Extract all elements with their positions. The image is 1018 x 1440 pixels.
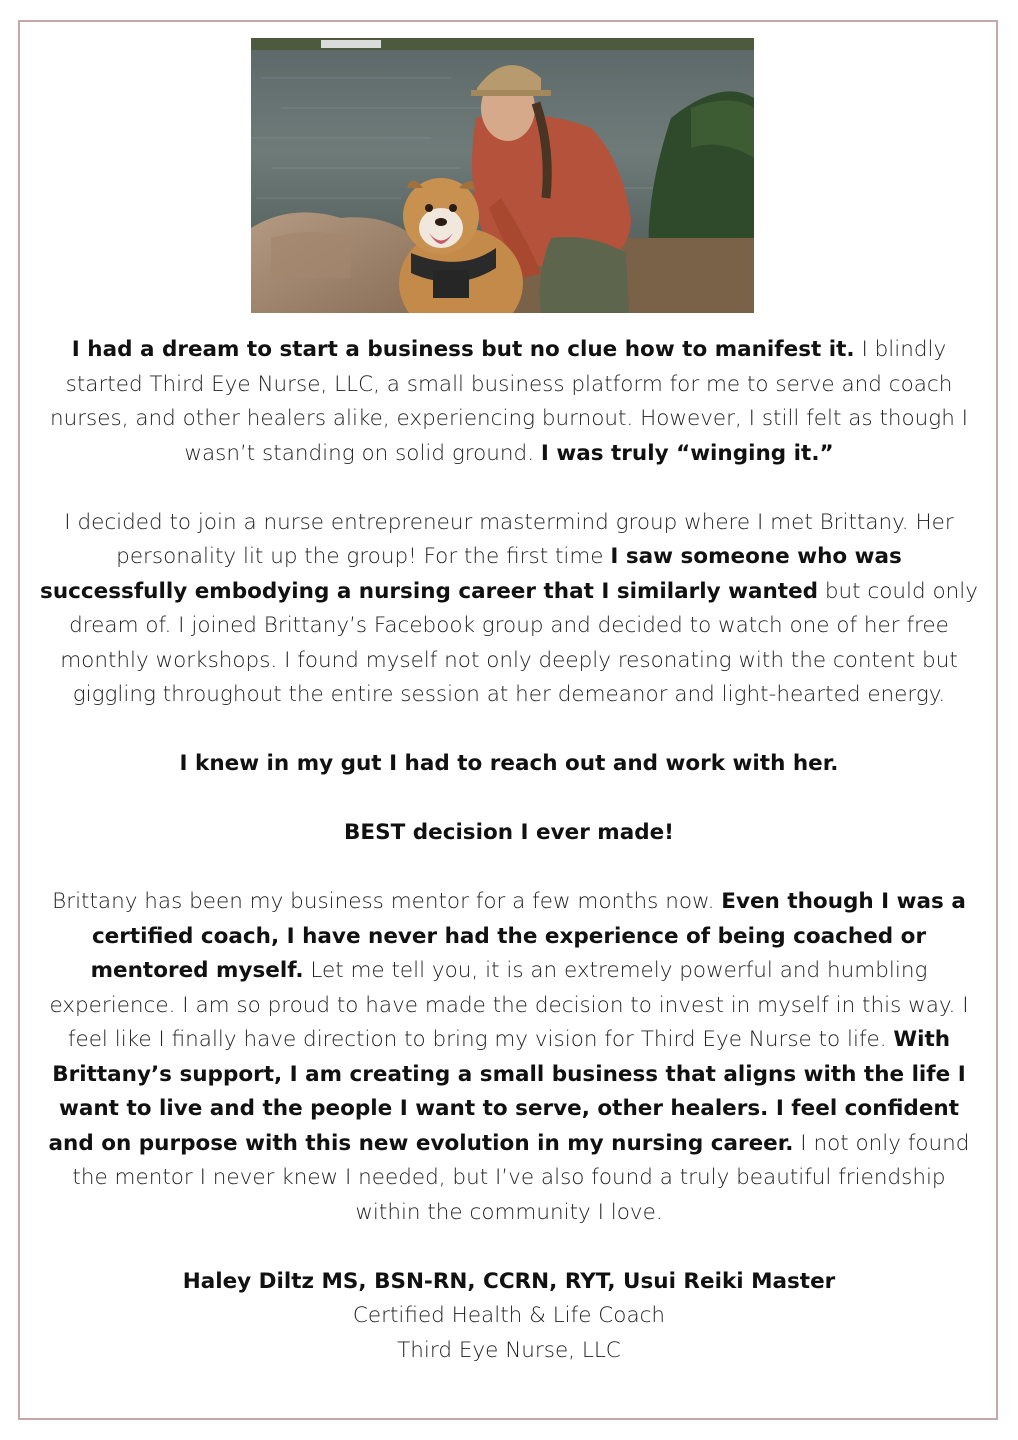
mastermind-text-start: I decided to join a nurse entrepreneur mastermind group where I met Brittany. Her personality lit up the group! For the first time — [64, 509, 954, 569]
bold-winging: I was truly “winging it.” — [540, 440, 834, 466]
mentor-text-2: Let me tell you, it is an extremely powerful and humbling experience. I am so proud to have made the decision to invest in myself in this way. I feel like I finally have direction to bring my vision for Third Eye Nurse to life. — [49, 958, 969, 1052]
bold-embodying: I saw someone who was successfully embodying a nursing career that I similarly wanted — [40, 544, 902, 604]
paragraph-best — [40, 816, 978, 851]
bold-best: BEST decision I ever made! — [344, 820, 674, 845]
bold-certified: Even though I was a certified coach, I have never had the experience of being coached or mentored myself. — [90, 889, 966, 983]
bold-gut: I knew in my gut I had to reach out and work with her. — [179, 751, 839, 776]
signature-company: Third Eye Nurse, LLC — [397, 1337, 621, 1363]
mastermind-text-end: but could only dream of. I joined Brittany’s Facebook group and decided to watch one of her free monthly workshops. I found myself not only deeply resonating with the content but giggling throughout the entire session at her demeanor and light-hearted energy. — [60, 578, 978, 707]
signature-title: Certified Health & Life Coach — [352, 1303, 666, 1328]
mentor-text-1: Brittany has been my business mentor for a few months now. — [52, 889, 722, 914]
signature-name-text: Haley Diltz MS, BSN-RN, CCRN, RYT, Usui Reiki Master — [182, 1268, 836, 1294]
paragraph-mastermind — [40, 506, 978, 713]
testimonial-body — [40, 333, 978, 1368]
intro-text: I blindly started Third Eye Nurse, LLC, a small business platform for me to serve and coach nurses, and other healers alike, experiencing burnout. However, I still felt as though I wasn’t standing on solid ground. — [49, 337, 969, 466]
bold-dream: I had a dream to start a business but no clue how to manifest it. — [71, 337, 855, 362]
paragraph-mentor — [40, 885, 978, 1230]
paragraph-intro — [40, 333, 978, 471]
bold-support: With Brittany’s support, I am creating a small business that aligns with the life I want to live and the people I want to serve, other healers. I feel confident and on purpose with this new evolution in my nursing career. — [48, 1027, 966, 1156]
paragraph-gut — [40, 747, 978, 782]
mentor-text-3: I not only found the mentor I never knew I needed, but I’ve also found a truly beautiful friendship within the community I love. — [72, 1130, 970, 1225]
testimonial-photo — [251, 38, 754, 313]
signature-name — [40, 1265, 978, 1300]
